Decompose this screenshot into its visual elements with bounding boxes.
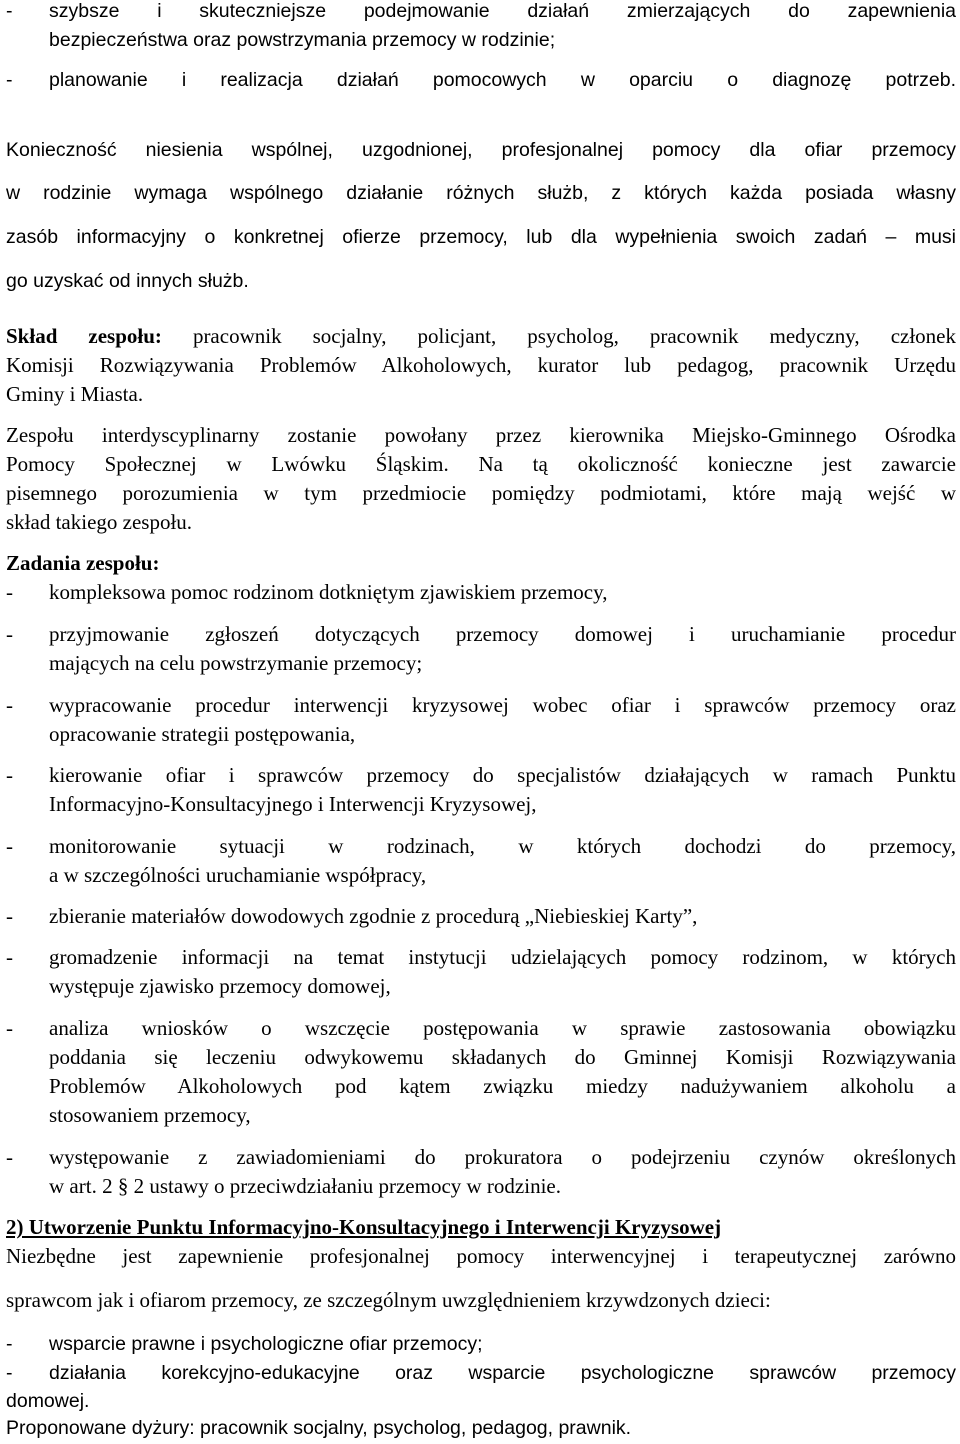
list-item-line: zbieranie materiałów dowodowych zgodnie z procedurą „Niebieskiej Karty”,	[49, 904, 698, 928]
list-item-line: kompleksowa pomoc rodzinom dotkniętym zjawiskiem przemocy,	[49, 580, 608, 604]
bullet-dash: -	[6, 1362, 13, 1384]
list-item-line: monitorowanie sytuacji w rodzinach, w których dochodzi do przemocy,	[49, 834, 956, 858]
paragraph-line: Skład zespołu: pracownik socjalny, policjant, psycholog, pracownik medyczny, członek	[6, 324, 957, 348]
list-item-line: działania korekcyjno-edukacyjne oraz wsparcie psychologiczne sprawców przemocy	[49, 1362, 956, 1384]
paragraph-line: Komisji Rozwiązywania Problemów Alkoholowych, kurator lub pedagog, pracownik Urzędu	[6, 353, 956, 377]
paragraph-line: w rodzinie wymaga wspólnego działanie różnych służb, z których każda posiada własny	[6, 182, 956, 204]
bullet-dash: -	[6, 0, 13, 22]
paragraph-line: Konieczność niesienia wspólnej, uzgodnionej, profesjonalnej pomocy dla ofiar przemocy	[6, 139, 956, 161]
bullet-dash: -	[6, 69, 13, 91]
paragraph-line: Pomocy Społecznej w Lwówku Śląskim. Na tą okoliczność konieczne jest zawarcie	[6, 452, 956, 476]
list-item-line: przyjmowanie zgłoszeń dotyczących przemocy domowej i uruchamianie procedur	[49, 622, 956, 646]
list-item-line: poddania się leczeniu odwykowemu składanych do Gminnej Komisji Rozwiązywania	[49, 1045, 956, 1069]
continuation-line: domowej.	[6, 1390, 90, 1412]
list-item-line: gromadzenie informacji na temat instytucji udzielających pomocy rodzinom, w których	[49, 945, 956, 969]
tasks-label: Zadania zespołu:	[6, 551, 160, 575]
list-item-line: analiza wniosków o wszczęcie postępowania w sprawie zastosowania obowiązku	[49, 1016, 956, 1040]
list-item-line: kierowanie ofiar i sprawców przemocy do specjalistów działających w ramach Punktu	[49, 763, 956, 787]
list-item-line: bezpieczeństwa oraz powstrzymania przemocy w rodzinie;	[49, 29, 556, 51]
team-composition-label: Skład zespołu:	[6, 324, 162, 348]
list-item-line: a w szczególności uruchamianie współpracy,	[49, 863, 427, 887]
paragraph-line: Zespołu interdyscyplinarny zostanie powołany przez kierownika Miejsko-Gminnego Ośrodka	[6, 423, 956, 447]
list-item-line: wypracowanie procedur interwencji kryzysowej wobec ofiar i sprawców przemocy oraz	[49, 693, 956, 717]
list-item-line: stosowaniem przemocy,	[49, 1103, 251, 1127]
paragraph-line: Niezbędne jest zapewnienie profesjonalnej pomocy interwencyjnej i terapeutycznej zarówno	[6, 1244, 956, 1268]
list-item-line: opracowanie strategii postępowania,	[49, 722, 356, 746]
paragraph-line: skład takiego zespołu.	[6, 510, 193, 534]
bullet-dash: -	[6, 622, 13, 646]
list-item-line: Problemów Alkoholowych pod kątem związku miedzy nadużywaniem alkoholu a	[49, 1074, 956, 1098]
paragraph-line: pisemnego porozumienia w tym przedmiocie pomiędzy podmiotami, które mają wejść w	[6, 481, 956, 505]
bullet-dash: -	[6, 834, 13, 858]
bullet-dash: -	[6, 580, 13, 604]
bullet-dash: -	[6, 1016, 13, 1040]
list-item-line: Informacyjno-Konsultacyjnego i Interwencji Kryzysowej,	[49, 792, 537, 816]
section-heading: 2) Utworzenie Punktu Informacyjno-Konsultacyjnego i Interwencji Kryzysowej	[6, 1215, 722, 1239]
list-item-line: występowanie z zawiadomieniami do prokuratora o podejrzeniu czynów określonych	[49, 1145, 956, 1169]
paragraph-line: zasób informacyjny o konkretnej ofierze przemocy, lub dla wypełnienia swoich zadań – musi	[6, 226, 956, 248]
bullet-dash: -	[6, 763, 13, 787]
paragraph-line: go uzyskać od innych służb.	[6, 270, 249, 292]
bullet-dash: -	[6, 945, 13, 969]
paragraph-line: sprawcom jak i ofiarom przemocy, ze szczególnym uwzględnieniem krzywdzonych dzieci:	[6, 1288, 771, 1312]
bullet-dash: -	[6, 904, 13, 928]
bullet-dash: -	[6, 1333, 13, 1355]
bullet-dash: -	[6, 693, 13, 717]
list-item-line: mających na celu powstrzymanie przemocy;	[49, 651, 423, 675]
list-item-line: szybsze i skuteczniejsze podejmowanie działań zmierzających do zapewnienia	[49, 0, 956, 22]
list-item-line: wsparcie prawne i psychologiczne ofiar przemocy;	[49, 1333, 483, 1355]
duty-line: Proponowane dyżury: pracownik socjalny, psycholog, pedagog, prawnik.	[6, 1417, 632, 1439]
paragraph-line: Gminy i Miasta.	[6, 382, 144, 406]
list-item-line: planowanie i realizacja działań pomocowych w oparciu o diagnozę potrzeb.	[49, 69, 956, 91]
list-item-line: w art. 2 § 2 ustawy o przeciwdziałaniu przemocy w rodzinie.	[49, 1174, 561, 1198]
list-item-line: występuje zjawisko przemocy domowej,	[49, 974, 391, 998]
bullet-dash: -	[6, 1145, 13, 1169]
